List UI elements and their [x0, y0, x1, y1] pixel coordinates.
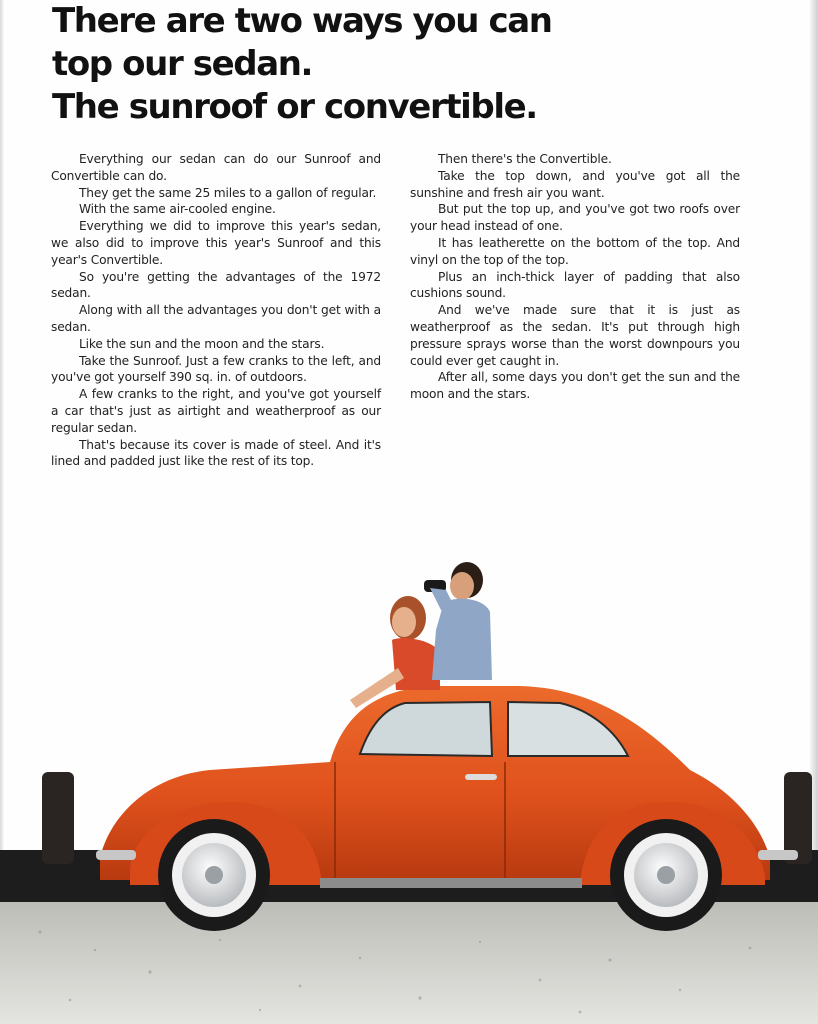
- running-board: [320, 878, 582, 888]
- paragraph: Everything we did to improve this year's sedan, we also did to improve this year's Sunroof and this year's Convertible.: [51, 219, 381, 267]
- headline: [52, 0, 752, 129]
- paragraph: Like the sun and the moon and the stars.: [79, 336, 325, 351]
- beetle-photo: [0, 540, 818, 1024]
- headline-line-3: The sunroof or convertible.: [52, 87, 537, 127]
- paragraph: Then there's the Convertible.: [438, 152, 612, 166]
- paragraph: A few cranks to the right, and you've got yourself a car that's just as airtight and weatherproof as our regular sedan.: [51, 387, 381, 435]
- paragraph: Along with all the advantages you don't get with a sedan.: [51, 303, 381, 334]
- front-bumper: [96, 850, 136, 860]
- paragraph: And we've made sure that it is just as weatherproof as the sedan. It's put through high pressure sprays worse than the worst downpours you could ever get caught in.: [410, 303, 740, 368]
- front-wheel: [158, 819, 270, 931]
- left-post: [42, 772, 74, 864]
- paragraph: So you're getting the advantages of the 1972 sedan.: [51, 269, 381, 301]
- paragraph: They get the same 25 miles to a gallon of regular.: [79, 185, 377, 200]
- paragraph: That's because its cover is made of steel. And it's lined and padded just like the rest of its top.: [51, 437, 381, 469]
- paragraph: Plus an inch-thick layer of padding that also cushions sound.: [410, 269, 740, 301]
- paragraph: Take the top down, and you've got all the sunshine and fresh air you want.: [410, 168, 740, 200]
- rear-wheel: [610, 819, 722, 931]
- paragraph: Everything our sedan can do our Sunroof and Convertible can do.: [51, 152, 381, 183]
- body-column-right: [410, 151, 740, 403]
- body-column-left: [51, 151, 381, 470]
- man-figure: [424, 562, 492, 680]
- headline-line-1: There are two ways you can: [52, 1, 552, 41]
- paragraph: Take the Sunroof. Just a few cranks to the left, and you've got yourself 390 sq. in. of outdoors.: [51, 353, 381, 385]
- paragraph: After all, some days you don't get the sun and the moon and the stars.: [410, 370, 740, 402]
- paragraph: But put the top up, and you've got two roofs over your head instead of one.: [410, 202, 740, 234]
- door-handle: [465, 774, 497, 780]
- headline-line-2: top our sedan.: [52, 44, 313, 84]
- rear-bumper: [758, 850, 798, 860]
- paragraph: With the same air-cooled engine.: [79, 202, 276, 217]
- paragraph: It has leatherette on the bottom of the top. And vinyl on the top of the top.: [410, 235, 740, 267]
